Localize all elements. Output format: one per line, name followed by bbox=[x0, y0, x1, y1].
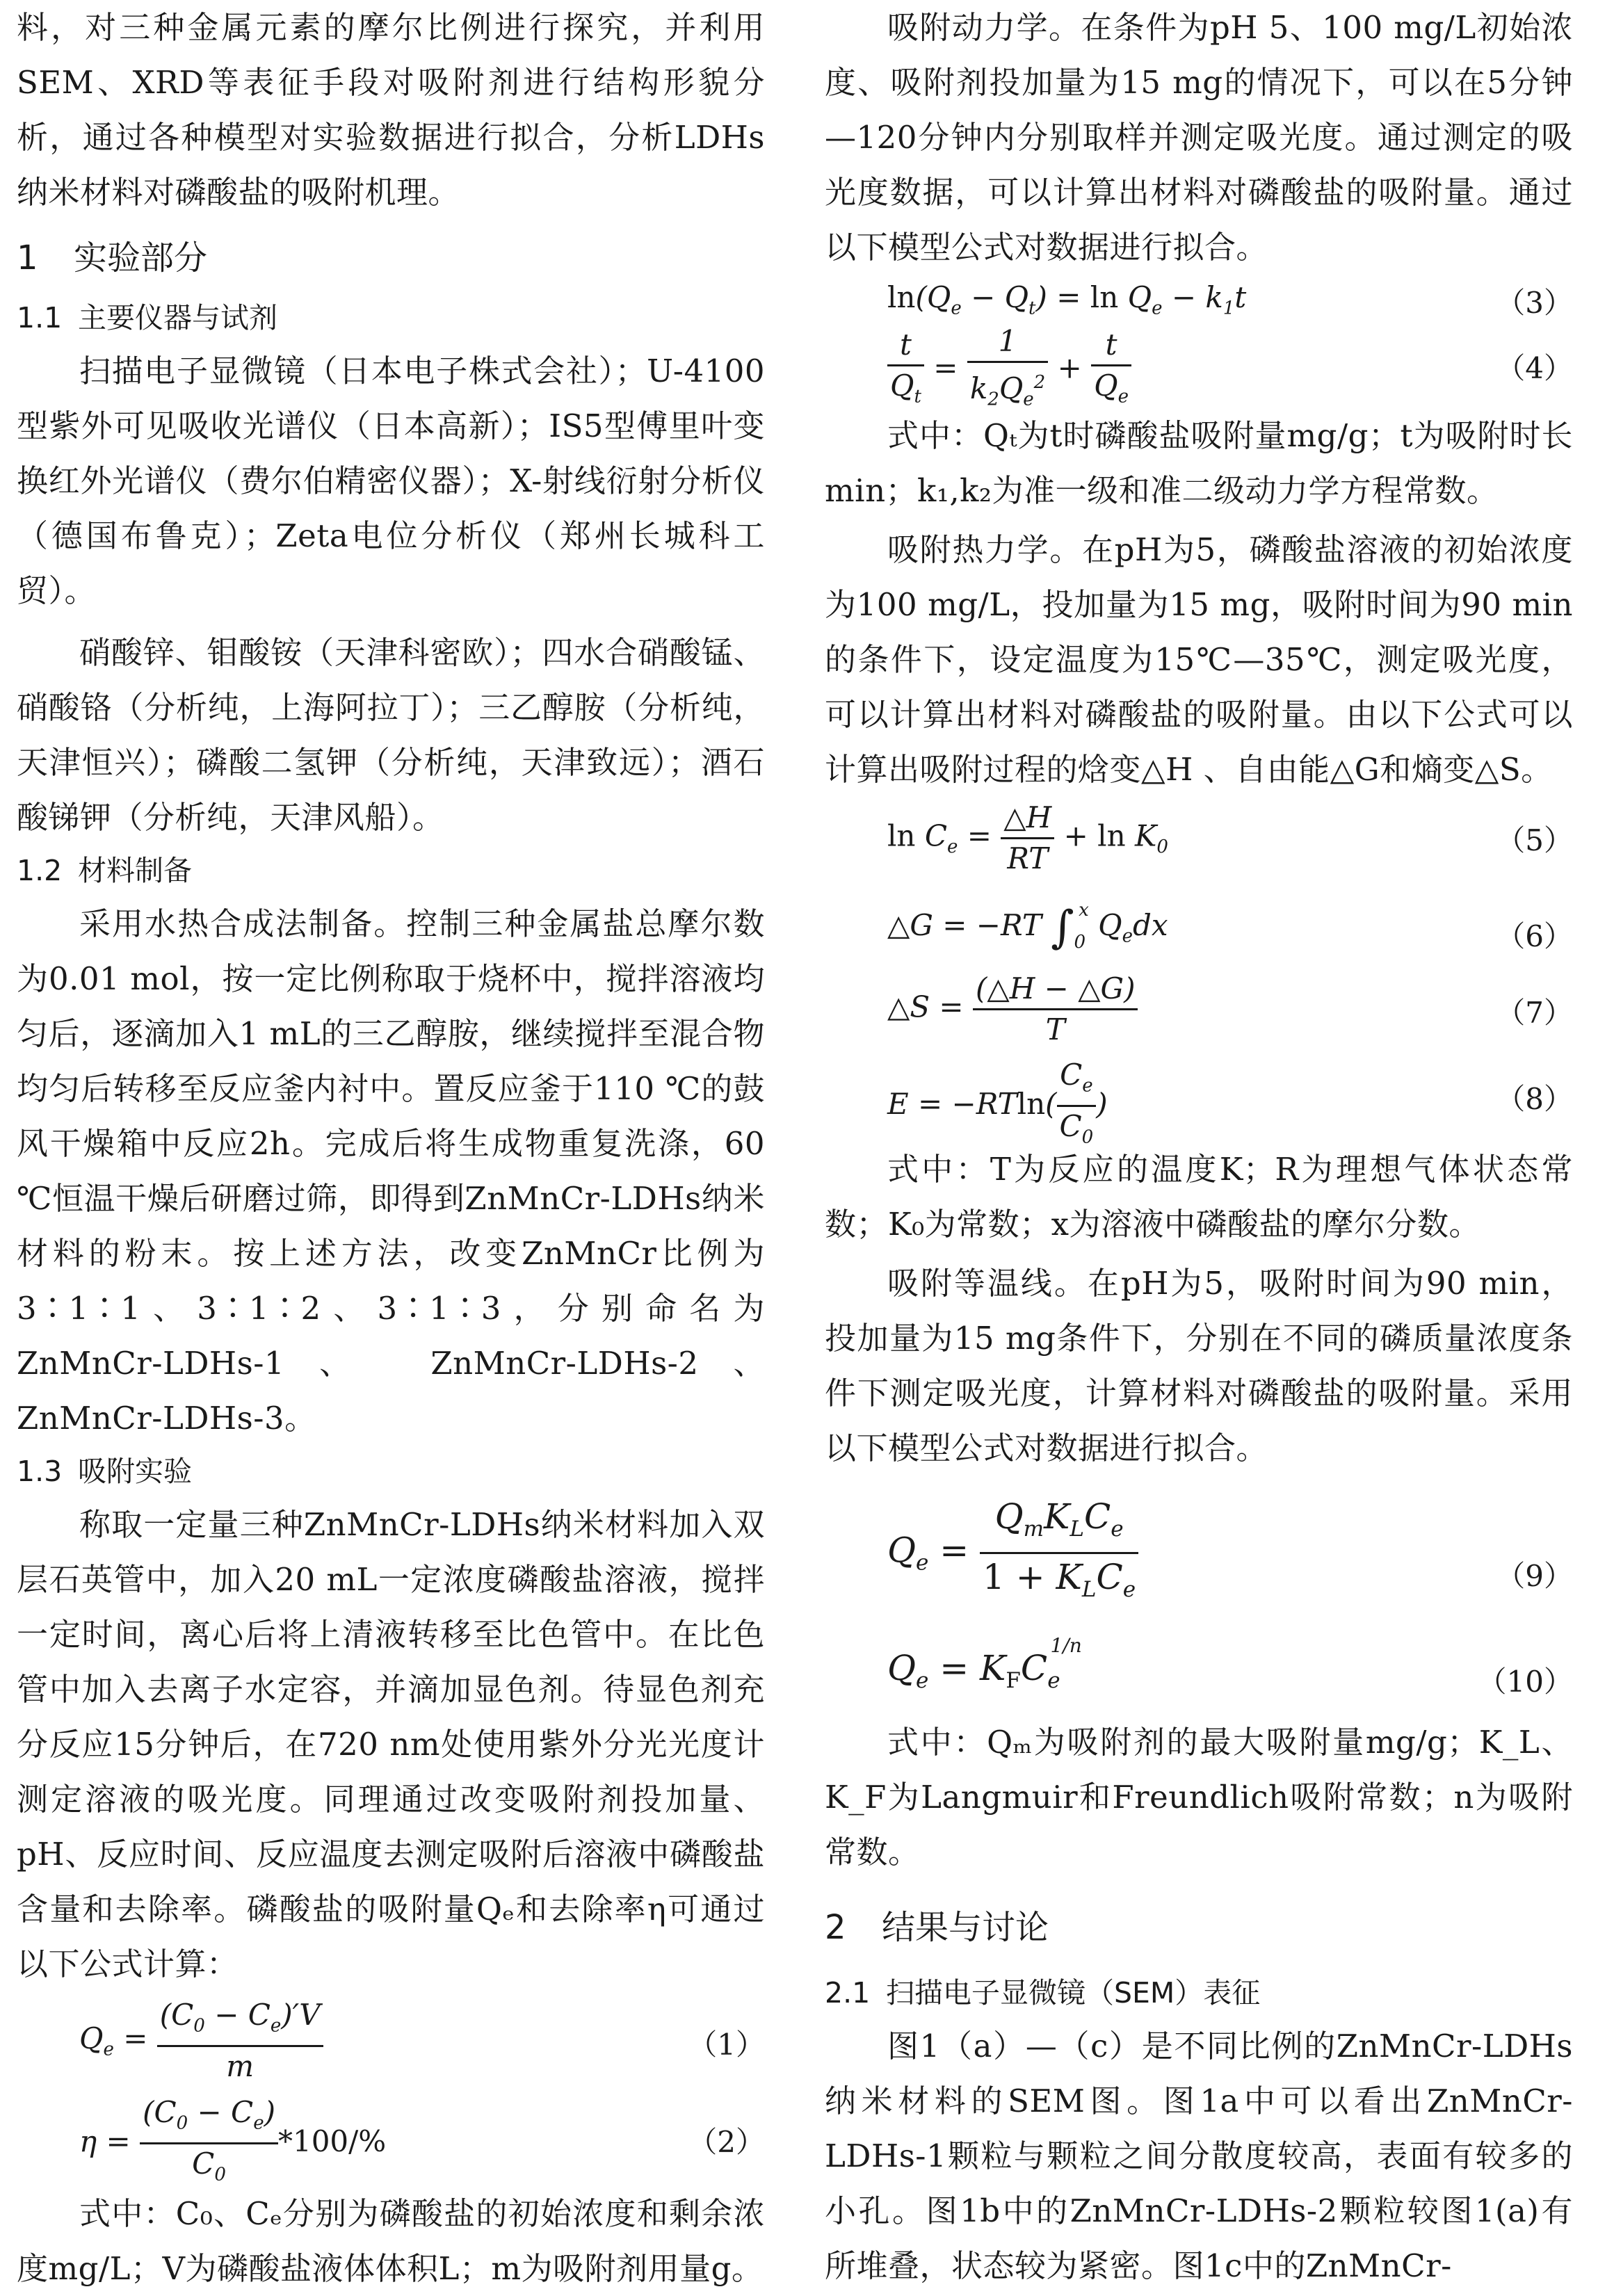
equation-number: （6） bbox=[1496, 919, 1573, 953]
equation-number: （9） bbox=[1496, 1559, 1573, 1593]
subsection-heading bbox=[17, 292, 765, 343]
kinetics-paragraph: 吸附动力学。在条件为pH 5、100 mg/L初始浓度、吸附剂投加量为15 mg的情况下，可以在5分钟—120分钟内分别取样并测定吸光度。通过测定的吸光度数据，可以计算出材料对磷酸盐的吸附量。通过以下模型公式对数据进行拟合。 bbox=[825, 9, 1573, 266]
subsection-title: 主要仪器与试剂 bbox=[78, 301, 277, 334]
equation-number: （10） bbox=[1477, 1665, 1573, 1699]
subsection-number: 2.1 bbox=[825, 1976, 871, 2010]
equation-number: （5） bbox=[1496, 823, 1573, 857]
equation-10: $Q_e = K_FC_e^{1/n}$ （10） bbox=[825, 1613, 1573, 1715]
reagents-paragraph: 硝酸锌、钼酸铵（天津科密欧）；四水合硝酸锰、硝酸铬（分析纯，上海阿拉丁）；三乙醇胺（分析纯，天津恒兴）；磷酸二氢钾（分析纯，天津致远）；酒石酸锑钾（分析纯，天津风船）。 bbox=[17, 634, 765, 836]
section-title: 实验部分 bbox=[74, 239, 208, 277]
equation-number: （2） bbox=[688, 2125, 765, 2159]
equation-number: （4） bbox=[1496, 351, 1573, 385]
subsection-number: 1.1 bbox=[17, 301, 63, 334]
equation-number: （3） bbox=[1496, 286, 1573, 320]
subsection-title: 吸附实验 bbox=[78, 1455, 192, 1488]
equation-6: △G = −RT $\int_0^x$ $Q_edx$ （6） bbox=[825, 883, 1573, 969]
subsection-heading bbox=[825, 1967, 1573, 2019]
thermodynamics-paragraph: 吸附热力学。在pH为5，磷酸盐溶液的初始浓度为100 mg/L，投加量为15 mg，吸附时间为90 min的条件下，设定温度为15℃—35℃，测定吸光度，可以计算出材料对磷酸盐的吸附量。由以下公式可以计算出吸附过程的焓变△H 、自由能△G和熵变△S。 bbox=[825, 531, 1573, 788]
equation-number: （1） bbox=[688, 2028, 765, 2062]
left-column bbox=[17, 0, 765, 2296]
section-number: 2 bbox=[825, 1908, 846, 1947]
equation-4: $\frac{t}{Q_t}$ = $\frac{1}{k_2Q_e^2}$ + $\frac{t}{Q_e}$ （4） bbox=[825, 322, 1573, 408]
equation-5: $\ln C_e$ = $\frac{\triangle H}{RT}$ + $\ln K_0$ （5） bbox=[825, 797, 1573, 883]
equation-number: （7） bbox=[1496, 996, 1573, 1030]
section-heading bbox=[17, 234, 765, 282]
subsection-number: 1.3 bbox=[17, 1455, 63, 1488]
section-title: 结果与讨论 bbox=[882, 1908, 1049, 1947]
equation-8: E = −RTln( $\frac{C_e}{C_0}$ ) （8） bbox=[825, 1056, 1573, 1142]
equation-note: 式中：T为反应的温度K；R为理想气体状态常数；K₀为常数；x为溶液中磷酸盐的摩尔分数。 bbox=[825, 1151, 1573, 1243]
instruments-paragraph: 扫描电子显微镜（日本电子株式会社）；U-4100型紫外可见吸收光谱仪（日本高新）；IS5型傅里叶变换红外光谱仪（费尔伯精密仪器）；X-射线衍射分析仪（德国布鲁克）；Zeta电位分析仪（郑州长城科工贸）。 bbox=[17, 353, 765, 609]
equation-number: （8） bbox=[1496, 1082, 1573, 1116]
subsection-title: 材料制备 bbox=[78, 854, 192, 887]
equation-note: 式中：Qₘ为吸附剂的最大吸附量mg/g；K_L、K_F为Langmuir和Freundlich吸附常数；n为吸附常数。 bbox=[825, 1724, 1573, 1870]
equation-7: △S = $\frac{(\triangle H - \triangle G)}{T}$ （7） bbox=[825, 969, 1573, 1056]
sem-paragraph: 图1（a）—（c）是不同比例的ZnMnCr-LDHs纳米材料的SEM图。图1a中可以看出ZnMnCr-LDHs-1颗粒与颗粒之间分散度较高，表面有较多的小孔。图1b中的ZnMnCr-LDHs-2颗粒较图1(a)有所堆叠，状态较为紧密。图1c中的ZnMnCr- bbox=[825, 2028, 1573, 2284]
isotherm-paragraph: 吸附等温线。在pH为5，吸附时间为90 min，投加量为15 mg条件下，分别在不同的磷质量浓度条件下测定吸光度，计算材料对磷酸盐的吸附量。采用以下模型公式对数据进行拟合。 bbox=[825, 1265, 1573, 1466]
adsorption-paragraph: 称取一定量三种ZnMnCr-LDHs纳米材料加入双层石英管中，加入20 mL一定浓度磷酸盐溶液，搅拌一定时间，离心后将上清液转移至比色管中。在比色管中加入去离子水定容，并滴加显色剂。待显色剂充分反应15分钟后，在720 nm处使用紫外分光光度计测定溶液的吸光度。同理通过改变吸附剂投加量、pH、反应时间、反应温度去测定吸附后溶液中磷酸盐含量和去除率。磷酸盐的吸附量Qₑ和去除率η可通过以下公式计算： bbox=[17, 1506, 765, 1982]
section-number: 1 bbox=[17, 239, 38, 277]
section-heading bbox=[825, 1903, 1573, 1952]
subsection-heading bbox=[17, 1446, 765, 1497]
equation-9: $Q_e$ = $\frac{Q_mK_LC_e}{1 + K_LC_e}$ （9） bbox=[825, 1484, 1573, 1613]
equation-note: 式中：Qₜ为t时磷酸盐吸附量mg/g；t为吸附时长min；k₁,k₂为准一级和准二级动力学方程常数。 bbox=[825, 417, 1573, 509]
equation-note: 式中：C₀、Cₑ分别为磷酸盐的初始浓度和剩余浓度mg/L；V为磷酸盐液体体积L；m为吸附剂用量g。 bbox=[17, 2195, 765, 2287]
equation-2: η = $\frac{(C_0 - C_e)}{C_0}$ *100/% （2） bbox=[17, 2089, 765, 2186]
right-column bbox=[825, 0, 1573, 2293]
subsection-title: 扫描电子显微镜（SEM）表征 bbox=[886, 1976, 1261, 2010]
preparation-paragraph: 采用水热合成法制备。控制三种金属盐总摩尔数为0.01 mol，按一定比例称取于烧杯中，搅拌溶液均匀后，逐滴加入1 mL的三乙醇胺，继续搅拌至混合物均匀后转移至反应釜内衬中。置反应釜于110 ℃的鼓风干燥箱中反应2h。完成后将生成物重复洗涤，60 ℃恒温干燥后研磨过筛，即得到ZnMnCr-LDHs纳米材料的粉末。按上述方法，改变ZnMnCr比例为3∶1∶1、3∶1∶2、3∶1∶3，分别命名为ZnMnCr-LDHs-1、 ZnMnCr-LDHs-2、 ZnMnCr-LDHs-3。 bbox=[17, 905, 765, 1437]
intro-paragraph: 料，对三种金属元素的摩尔比例进行探究，并利用SEM、XRD等表征手段对吸附剂进行结构形貌分析，通过各种模型对实验数据进行拟合，分析LDHs纳米材料对磷酸盐的吸附机理。 bbox=[17, 9, 765, 211]
equation-3: $\ln(Q_e - Q_t) = \ln Q_e - k_1t$ （3） bbox=[825, 275, 1573, 322]
subsection-heading bbox=[17, 845, 765, 896]
subsection-number: 1.2 bbox=[17, 854, 63, 887]
equation-1: $Q_e$ = $\frac{(C_0 - C_e)'V}{m}$ （1） bbox=[17, 1991, 765, 2089]
